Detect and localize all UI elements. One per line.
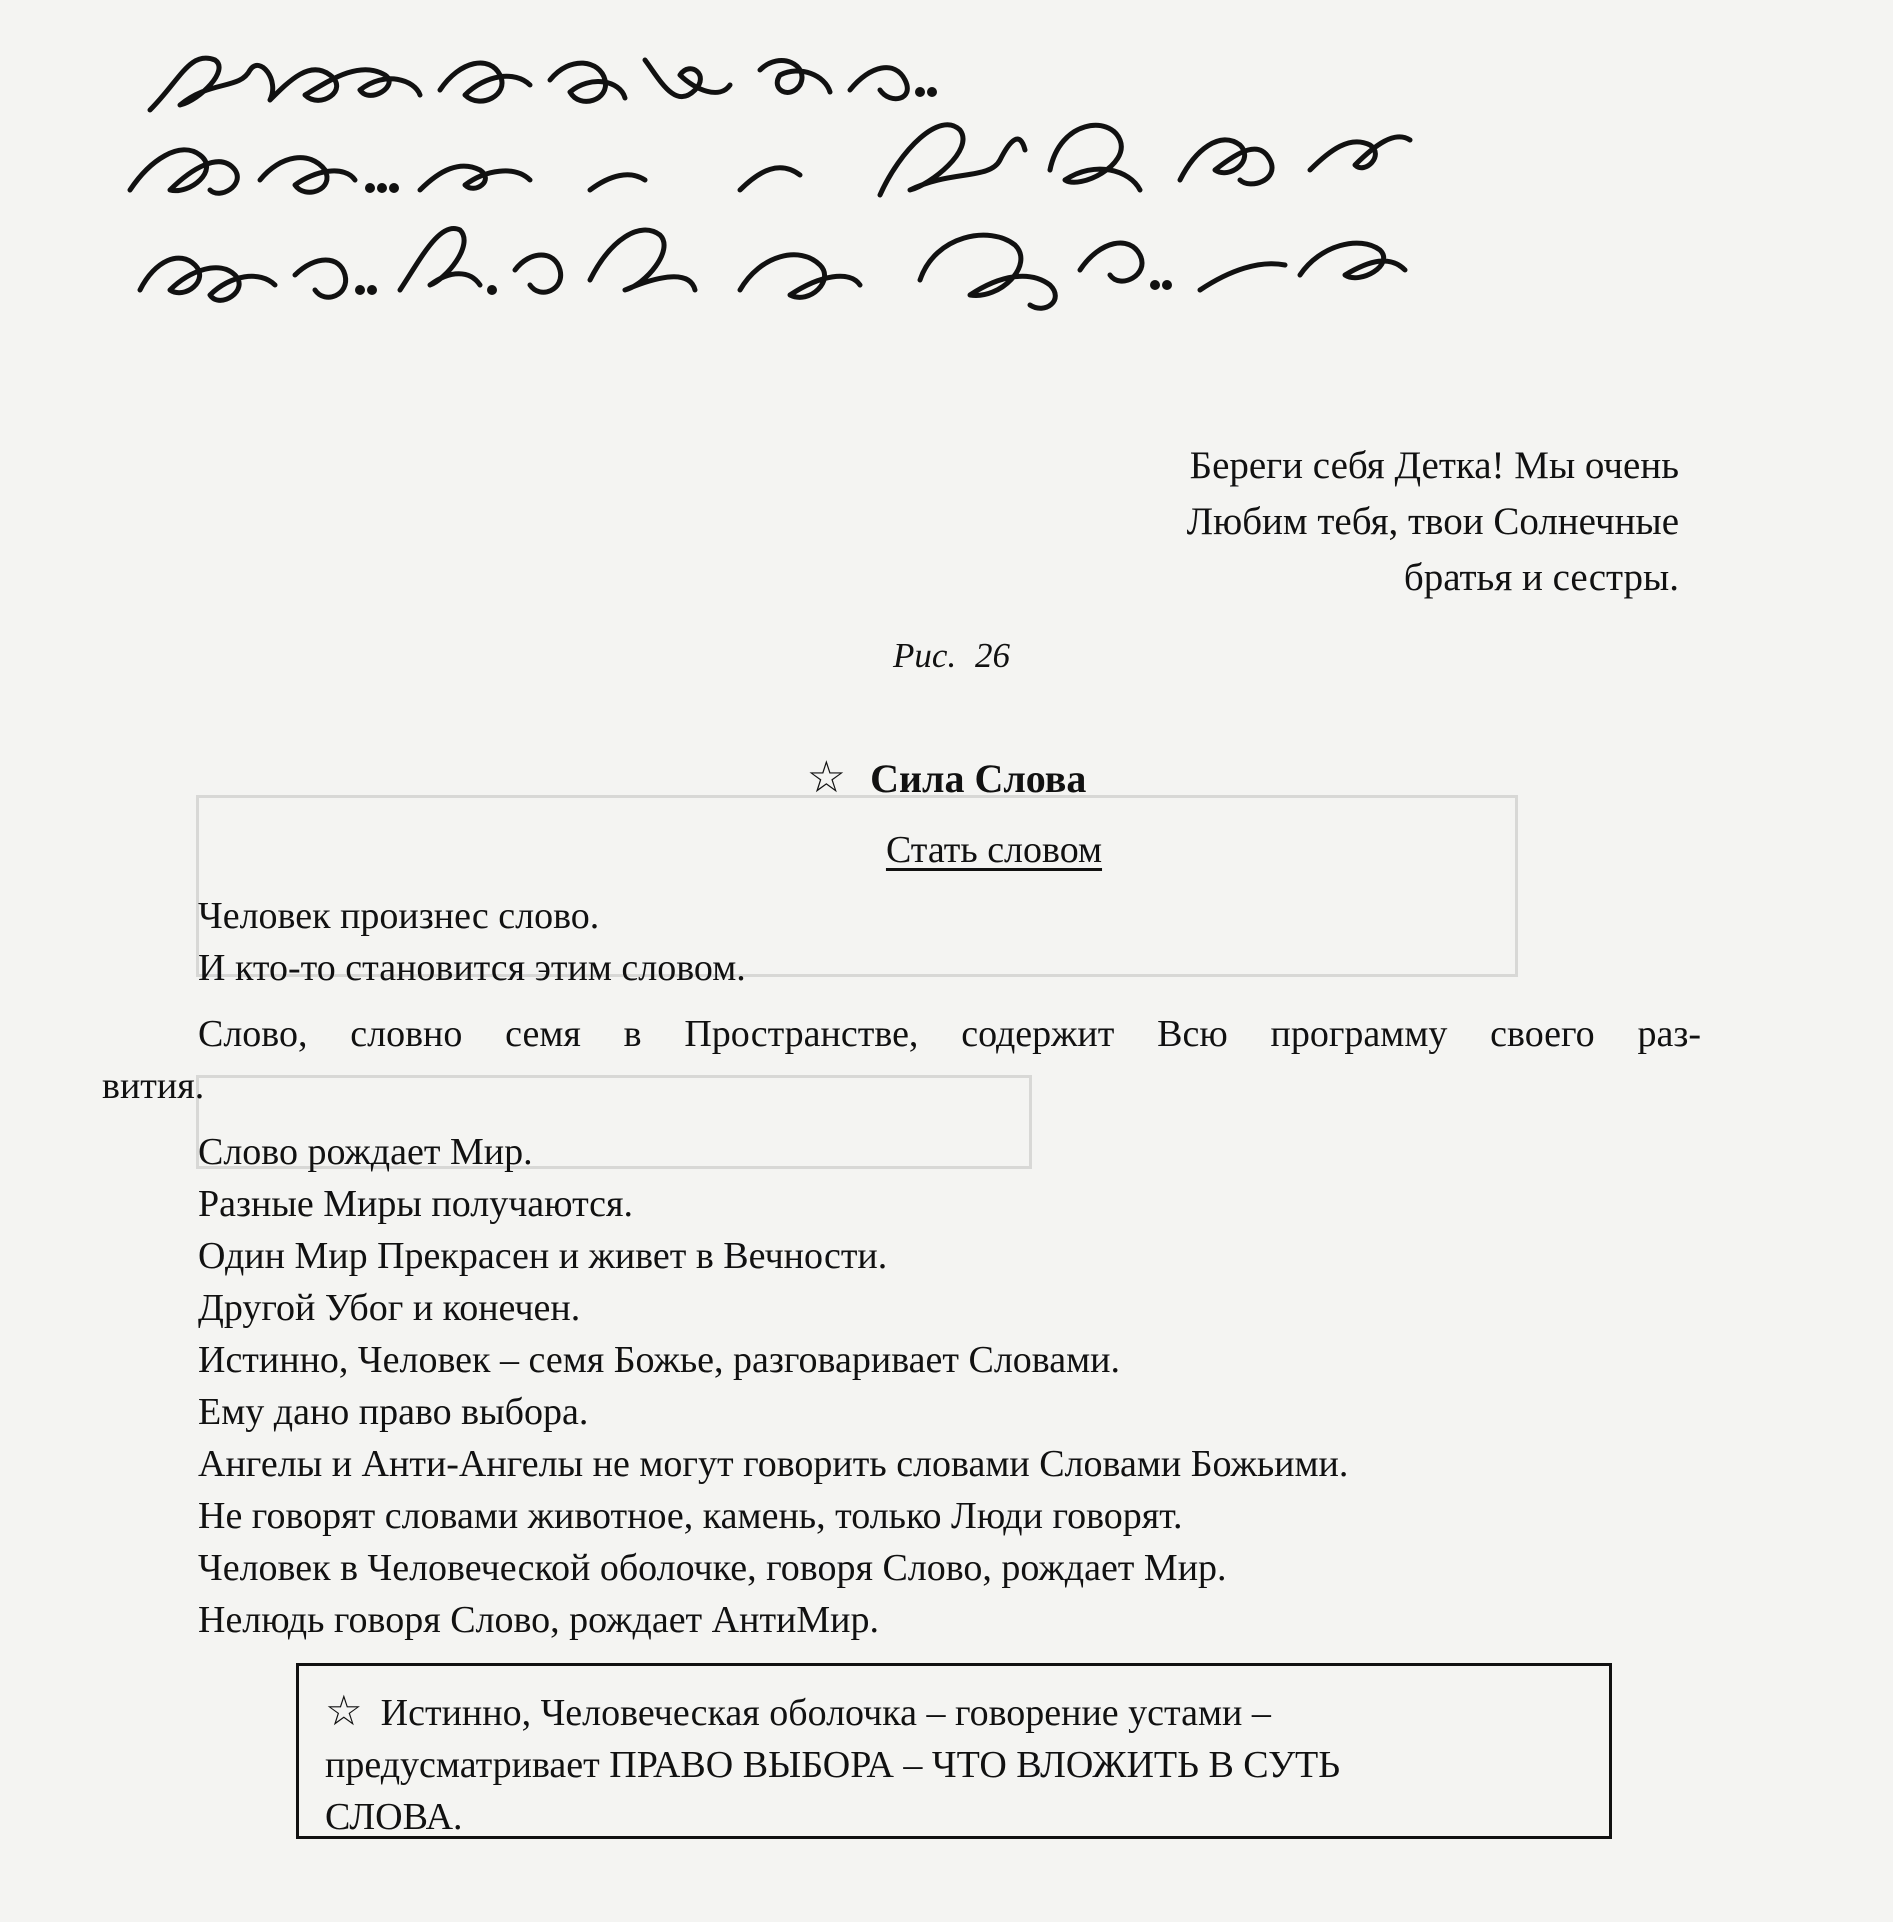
signature-line: братья и сестры. — [1403, 556, 1679, 599]
subsection-heading — [0, 828, 1893, 872]
text-line: Человек в Человеческой оболочке, говоря Слово, рождает Мир. — [198, 1547, 1227, 1589]
note-line — [325, 1686, 1583, 1739]
section-heading — [0, 752, 1893, 803]
text-line: Не говорят словами животное, камень, только Люди говорят. — [198, 1495, 1183, 1537]
text-line: И кто-то становится этим словом. — [198, 947, 746, 989]
body-text — [102, 890, 1701, 1646]
caption-number: 26 — [974, 636, 1010, 675]
text-line: Один Мир Прекрасен и живет в Вечности. — [198, 1235, 888, 1277]
handwritten-script-figure — [120, 20, 1540, 360]
signature-line: Береги себя Детка! Мы очень — [1189, 444, 1679, 487]
highlighted-note-box — [296, 1663, 1612, 1839]
note-line: СЛОВА. — [325, 1796, 463, 1838]
subsection-title: Стать словом — [885, 829, 1103, 871]
text-line: Разные Миры получаются. — [198, 1183, 633, 1225]
caption-prefix: Рис. — [893, 636, 957, 675]
figure-caption — [0, 636, 1893, 676]
text-line: Человек произнес слово. — [198, 895, 600, 937]
text-line: Другой Убог и конечен. — [198, 1287, 581, 1329]
text-line: Ему дано право выбора. — [198, 1391, 589, 1433]
text-line: Истинно, Человек – семя Божье, разговаривает Словами. — [198, 1339, 1120, 1381]
text-line: Слово рождает Мир. — [198, 1131, 533, 1173]
signature-line: Любим тебя, твои Солнечные — [1186, 500, 1679, 543]
text-line: Нелюдь говоря Слово, рождает АнтиМир. — [198, 1599, 880, 1641]
signature-block — [1187, 438, 1679, 606]
note-line: предусматривает ПРАВО ВЫБОРА – ЧТО ВЛОЖИТЬ В СУТЬ — [325, 1744, 1341, 1786]
text-line: Ангелы и Анти-Ангелы не могут говорить словами Словами Божьими. — [198, 1443, 1349, 1485]
note-text: Истинно, Человеческая оболочка – говорение устами – — [380, 1692, 1271, 1734]
section-title: Сила Слова — [870, 756, 1087, 801]
star-icon: ☆ — [325, 1689, 363, 1735]
text-line: Слово, словно семя в Пространстве, содержит Всю программу своего раз- — [198, 1013, 1701, 1055]
text-line: вития. — [102, 1065, 205, 1107]
star-icon: ☆ — [806, 753, 847, 802]
